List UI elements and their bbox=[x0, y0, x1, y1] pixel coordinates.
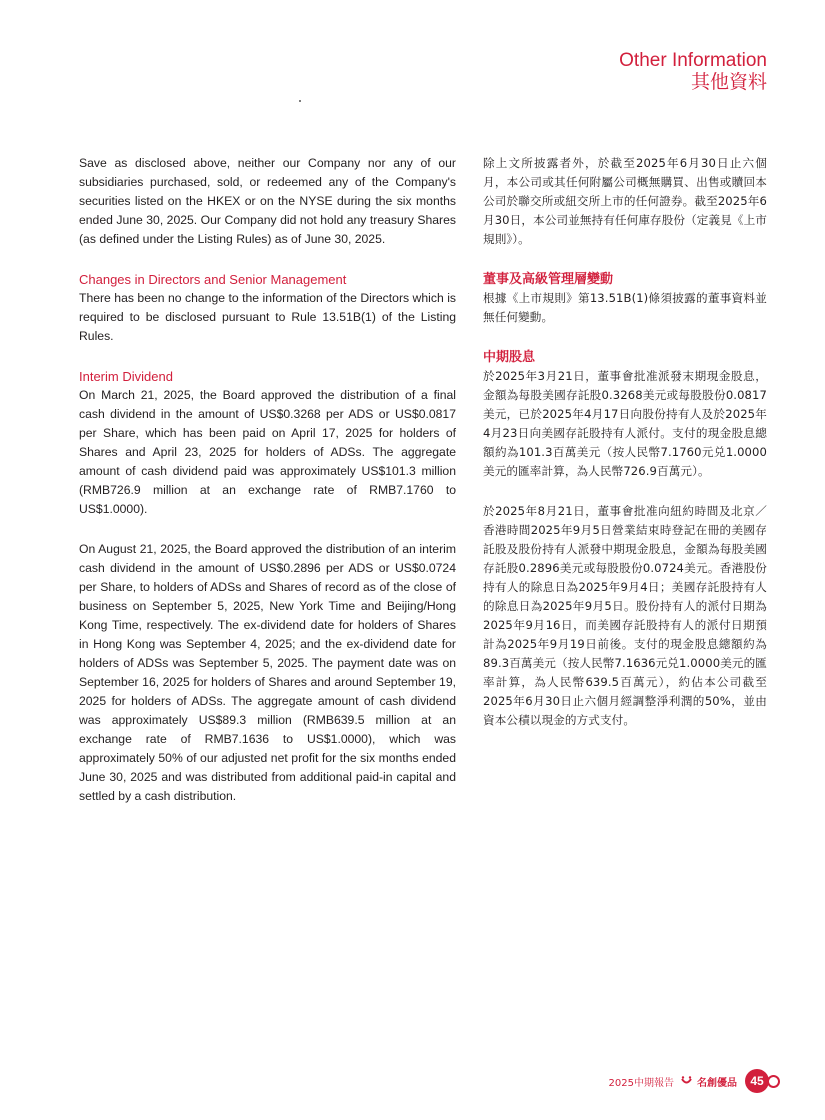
paragraph-interim-dividend: On August 21, 2025, the Board approved the distribution of an interim cash dividend in the amount of US$0.2896 per ADS or US$0.0724 per Share, to holders of ADSs and Shares of record as of the close of business on September 5, 2025, New York Time and Beijing/Hong Kong Time, respectively. The ex-dividend date for holders of Shares in Hong Kong was September 4, 2025; and the ex-dividend date for holders of ADSs was September 5, 2025. The payment date was on September 16, 2025 for holders of Shares and around September 19, 2025 for holders of ADSs. The aggregate amount of cash dividend was approximately US$89.3 million (RMB639.5 million at an exchange rate of RMB7.1636 to US$1.0000), which was approximately 50% of our adjusted net profit for the six months ended June 30, 2025 and was distributed from additional paid-in capital and settled by a cash distribution. bbox=[79, 542, 456, 803]
paragraph-final-dividend-zh: 於2025年3月21日，董事會批准派發末期現金股息，金額為每股美國存託股0.3268美元或每股股份0.0817美元，已於2025年4月17日向股份持有人及於2025年4月23日向美國存託股持有人派付。支付的現金股息總額約為101.3百萬美元（按人民幣7.1760元兑1.0000美元的匯率計算，為人民幣726.9百萬元）。 bbox=[483, 369, 767, 478]
page-number: 45 bbox=[745, 1069, 769, 1093]
paragraph-final-dividend: On March 21, 2025, the Board approved the distribution of a final cash dividend in the amount of US$0.3268 per ADS or US$0.0817 per Share, which has been paid on April 17, 2025 for holders of Shares and April 23, 2025 for holders of ADSs. The aggregate amount of cash dividend paid was approximately US$101.3 million (RMB726.9 million at an exchange rate of RMB7.1760 to US$1.0000). bbox=[79, 388, 456, 516]
paragraph-directors: There has been no change to the information of the Directors which is required to be disclosed pursuant to Rule 13.51B(1) of the Listing Rules. bbox=[79, 291, 456, 343]
heading-interim-dividend-zh: 中期股息 bbox=[483, 350, 536, 365]
stray-dot bbox=[299, 100, 301, 102]
heading-directors-changes-zh: 董事及高級管理層變動 bbox=[483, 272, 614, 287]
report-title: 2025中期報告 bbox=[608, 1077, 674, 1089]
paragraph-securities: Save as disclosed above, neither our Company nor any of our subsidiaries purchased, sold, or redeemed any of the Company's securities listed on the HKEX or on the NYSE during the six months ended June 30, 2025. Our Company did not hold any treasury Shares (as defined under the Listing Rules) as of June 30, 2025. bbox=[79, 156, 456, 246]
chinese-column bbox=[483, 154, 767, 730]
paragraph-interim-dividend-zh: 於2025年8月21日，董事會批准向紐約時間及北京／香港時間2025年9月5日營業結束時登記在冊的美國存託股及股份持有人派發中期現金股息，金額為每股美國存託股0.2896美元或每股股份0.0724美元。香港股份持有人的除息日為2025年9月4日；美國存託股持有人的除息日為2025年9月5日。股份持有人的派付日期為2025年9月16日，而美國存託股持有人的派付日期預計為2025年9月19日前後。支付的現金股息總額約為89.3百萬美元（按人民幣7.1636元兑1.0000美元的匯率計算，為人民幣639.5百萬元），約佔本公司截至2025年6月30日止六個月經調整淨利潤的50%，並由資本公積以現金的方式支付。 bbox=[483, 504, 767, 727]
english-column bbox=[79, 154, 456, 806]
section-title-zh: 其他資料 bbox=[690, 71, 767, 93]
miniso-logo-icon bbox=[681, 1076, 692, 1086]
section-title-en: Other Information bbox=[619, 50, 767, 71]
paragraph-securities-zh: 除上文所披露者外，於截至2025年6月30日止六個月，本公司或其任何附屬公司概無購買、出售或贖回本公司於聯交所或紐交所上市的任何證券。截至2025年6月30日，本公司並無持有任何庫存股份（定義見《上市規則》）。 bbox=[483, 156, 767, 246]
ring-icon bbox=[767, 1075, 780, 1088]
heading-interim-dividend: Interim Dividend bbox=[79, 369, 173, 384]
heading-directors-changes: Changes in Directors and Senior Management bbox=[79, 272, 347, 287]
brand-name: 名創優品 bbox=[697, 1077, 737, 1089]
page-header bbox=[619, 50, 767, 93]
page-footer bbox=[609, 1069, 780, 1093]
paragraph-directors-zh: 根據《上市規則》第13.51B(1)條須披露的董事資料並無任何變動。 bbox=[483, 291, 767, 324]
